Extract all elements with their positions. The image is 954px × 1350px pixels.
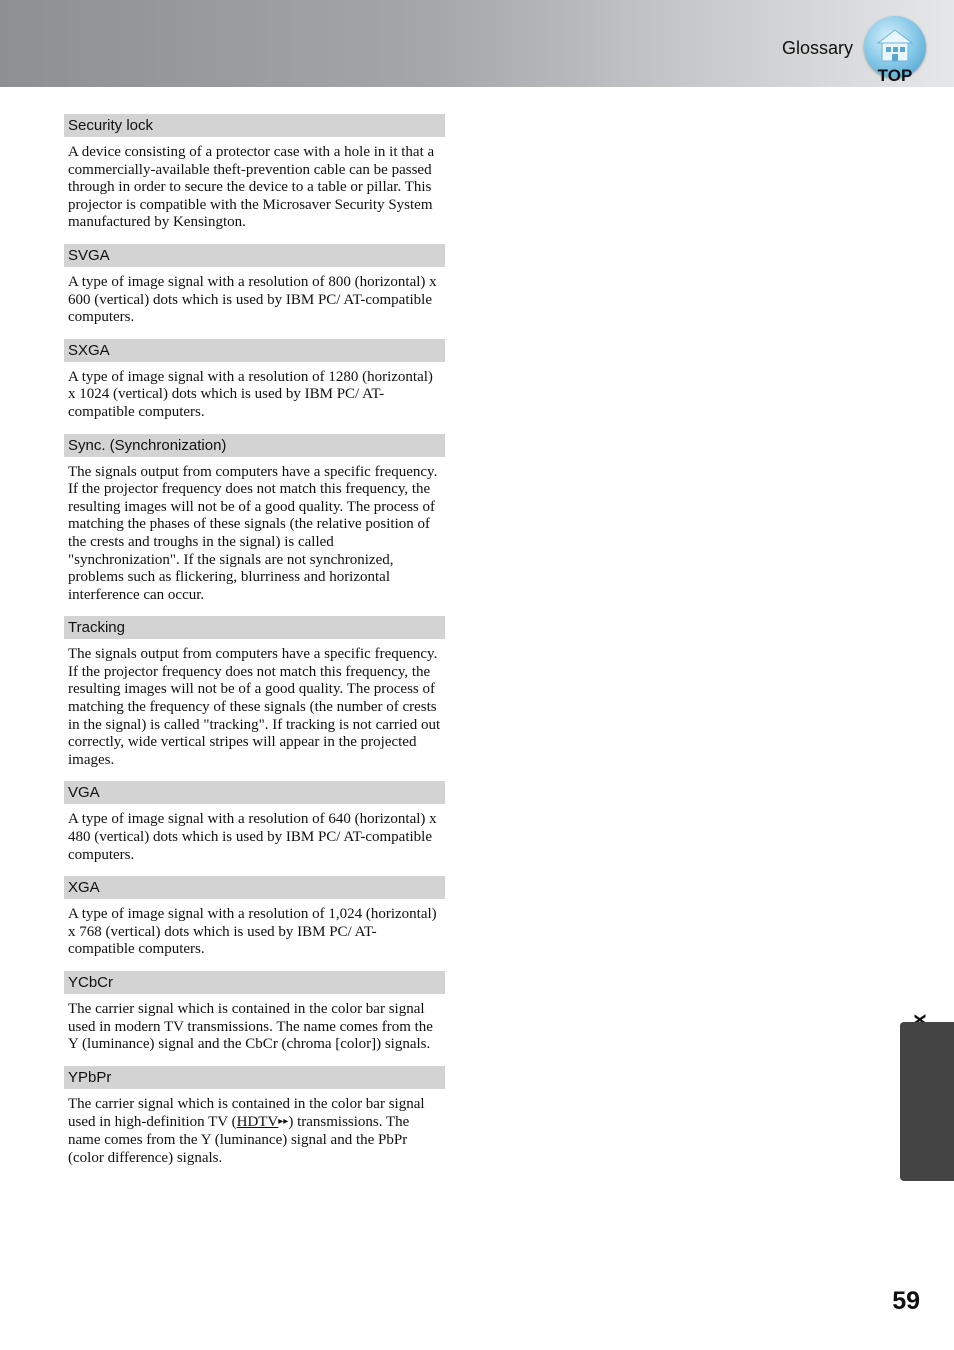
term-definition: A type of image signal with a resolution of 1,024 (horizontal) x 768 (vertical) dots which is used by IBM PC/ AT-compatible computers. (68, 906, 437, 958)
section-title: Glossary (782, 38, 854, 58)
term-heading: Sync. (Synchronization) (64, 434, 445, 457)
glossary-list (64, 114, 445, 1179)
term-heading: Security lock (64, 114, 445, 137)
term-heading: YCbCr (64, 971, 445, 994)
appendix-tab[interactable] (900, 1022, 954, 1181)
term-definition: A type of image signal with a resolution of 800 (horizontal) x 600 (vertical) dots which is used by IBM PC/ AT-compatible computers. (68, 273, 437, 326)
term-heading: SVGA (64, 244, 445, 267)
glossary-entry (64, 1066, 445, 1167)
term-heading: YPbPr (64, 1066, 445, 1089)
top-label: TOP (877, 66, 913, 85)
page-number: 59 (892, 1287, 920, 1315)
term-definition: A type of image signal with a resolution of 640 (horizontal) x 480 (vertical) dots which is used by IBM PC/ AT-compatible computers. (68, 811, 437, 863)
term-heading: VGA (64, 781, 445, 804)
glossary-entry (64, 434, 445, 605)
glossary-entry (64, 781, 445, 864)
glossary-entry (64, 114, 445, 232)
top-button[interactable] (862, 14, 928, 84)
glossary-entry (64, 244, 445, 327)
definition-text: The carrier signal which is contained in the color bar signal used in high-definition TV ( (68, 1095, 425, 1131)
term-heading: XGA (64, 876, 445, 899)
glossary-entry (64, 876, 445, 959)
term-definition: The signals output from computers have a specific frequency. If the projector frequency does not match this frequency, the resulting images will not be of a good quality. The process of matching the phases of these signals (the relative position of the crests and troughs in the signal) is called "synchronization". If the signals are not synchronized, problems such as flickering, blurriness and horizontal interference can occur. (68, 463, 438, 603)
hdtv-link[interactable]: HDTV (236, 1114, 279, 1131)
page-header (0, 0, 954, 87)
term-heading: SXGA (64, 339, 445, 362)
glossary-entry (64, 616, 445, 769)
glossary-entry (64, 339, 445, 422)
glossary-entry (64, 971, 445, 1054)
definition-text: ) transmissions. The name comes from the Y (luminance) signal and the PbPr (color difference) signals. (68, 1114, 410, 1166)
term-definition (68, 1096, 442, 1167)
term-definition: A type of image signal with a resolution of 1280 (horizontal) x 1024 (vertical) dots which is used by IBM PC/ AT-compatible computers. (68, 368, 433, 420)
term-definition: A device consisting of a protector case with a hole in it that a commercially-available theft-prevention cable can be passed through in order to secure the device to a table or pillar. This projector is compatible with the Microsaver Security System manufactured by Kensington. (68, 144, 435, 231)
term-definition: The carrier signal which is contained in the color bar signal used in modern TV transmissions. The name comes from the Y (luminance) signal and the CbCr (chroma [color]) signals. (68, 1001, 433, 1053)
term-definition: The signals output from computers have a specific frequency. If the projector frequency does not match this frequency, the resulting images will not be of a good quality. The process of matching the frequency of these signals (the number of crests in the signal) is called "tracking". If tracking is not carried out correctly, wide vertical stripes will appear in the projected images. (68, 646, 441, 768)
term-heading: Tracking (64, 616, 445, 639)
double-arrow-right-icon[interactable]: ▸▸ (278, 1116, 289, 1128)
